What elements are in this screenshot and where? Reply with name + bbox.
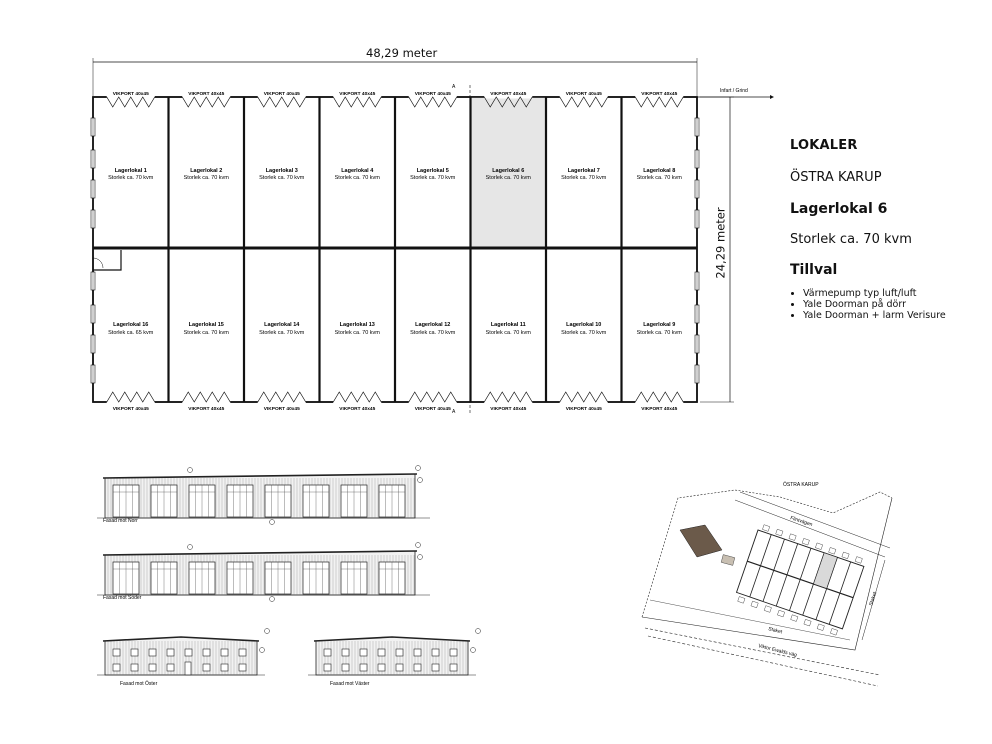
unit-name-bottom: Lagerlokal 9 <box>643 322 676 328</box>
option-item: • Yale Doorman + larm Verisure <box>803 310 946 321</box>
port-label-bottom: VIKPORT 40x45 <box>565 407 602 412</box>
options-title: Tillval <box>790 262 838 278</box>
info-size: Storlek ca. 70 kvm <box>790 232 912 247</box>
gate-label: Infart / Grind <box>720 88 748 94</box>
port-label-bottom: VIKPORT 40x45 <box>339 407 376 412</box>
unit-size-top: Storlek ca. 70 kvm <box>485 175 531 181</box>
unit-size-bottom: Storlek ca. 70 kvm <box>259 330 305 336</box>
port-label-top: VIKPORT 40x45 <box>112 92 149 97</box>
unit-name-top: Lagerlokal 7 <box>567 168 600 174</box>
info-title: LOKALER <box>790 138 858 153</box>
parking-spot <box>830 628 837 635</box>
unit-name-bottom: Lagerlokal 12 <box>415 322 451 328</box>
unit-name-top: Lagerlokal 8 <box>643 168 676 174</box>
facade-west-label: Fasad mot Väster <box>330 681 370 687</box>
section-label-bottom: A <box>452 409 456 415</box>
unit-name-bottom: Lagerlokal 11 <box>490 322 526 328</box>
parking-spot <box>802 538 809 545</box>
port-label-bottom: VIKPORT 40x45 <box>112 407 149 412</box>
port-label-top: VIKPORT 40x45 <box>641 92 678 97</box>
unit-size-top: Storlek ca. 70 kvm <box>636 175 682 181</box>
unit-size-top: Storlek ca. 70 kvm <box>108 175 154 181</box>
site-title: ÖSTRA KARUP <box>783 482 819 488</box>
unit-name-bottom: Lagerlokal 13 <box>339 322 375 328</box>
parking-spot <box>804 619 811 626</box>
unit-size-bottom: Storlek ca. 70 kvm <box>636 330 682 336</box>
option-item: • Värmepump typ luft/luft <box>803 288 946 299</box>
parking-spot <box>817 624 824 631</box>
parking-spot <box>789 534 796 541</box>
unit-size-top: Storlek ca. 70 kvm <box>561 175 607 181</box>
parking-spot <box>751 601 758 608</box>
unit-size-bottom: Storlek ca. 70 kvm <box>410 330 456 336</box>
unit-size-top: Storlek ca. 70 kvm <box>259 175 305 181</box>
unit-name-bottom: Lagerlokal 16 <box>113 322 149 328</box>
info-subtitle: ÖSTRA KARUP <box>790 170 882 185</box>
port-label-top: VIKPORT 40x45 <box>263 92 300 97</box>
parking-spot <box>762 525 769 532</box>
unit-name-top: Lagerlokal 1 <box>114 168 147 174</box>
parking-spot <box>842 552 849 559</box>
unit-name-top: Lagerlokal 6 <box>492 168 525 174</box>
unit-size-bottom: Storlek ca. 70 kvm <box>183 330 229 336</box>
facade-south-label: Fasad mot Söder <box>103 595 142 601</box>
port-label-bottom: VIKPORT 40x45 <box>188 407 225 412</box>
port-label-bottom: VIKPORT 40x45 <box>414 407 451 412</box>
unit-name-bottom: Lagerlokal 10 <box>566 322 602 328</box>
road-north-label: Flintvägen <box>789 515 814 529</box>
port-label-bottom: VIKPORT 40x45 <box>490 407 527 412</box>
facade-north-label: Fasad mot Norr <box>103 518 138 524</box>
parking-spot <box>815 543 822 550</box>
unit-name-top: Lagerlokal 3 <box>265 168 298 174</box>
unit-size-bottom: Storlek ca. 70 kvm <box>334 330 380 336</box>
unit-name-top: Lagerlokal 5 <box>416 168 449 174</box>
parking-spot <box>829 547 836 554</box>
port-label-top: VIKPORT 40x45 <box>490 92 527 97</box>
section-label-top: A <box>452 84 456 90</box>
unit-name-bottom: Lagerlokal 14 <box>264 322 300 328</box>
width-dimension: 48,29 meter <box>366 46 438 60</box>
port-label-bottom: VIKPORT 40x45 <box>263 407 300 412</box>
parking-spot <box>791 615 798 622</box>
unit-size-top: Storlek ca. 70 kvm <box>410 175 456 181</box>
port-label-top: VIKPORT 40x45 <box>339 92 376 97</box>
info-unit: Lagerlokal 6 <box>790 201 888 217</box>
fence-south-label: Staket <box>767 626 783 636</box>
parking-spot <box>777 610 784 617</box>
unit-name-bottom: Lagerlokal 15 <box>188 322 224 328</box>
parking-spot <box>764 606 771 613</box>
unit-size-top: Storlek ca. 70 kvm <box>183 175 229 181</box>
port-label-top: VIKPORT 40x45 <box>188 92 225 97</box>
unit-size-bottom: Storlek ca. 70 kvm <box>561 330 607 336</box>
existing-building <box>680 525 722 557</box>
option-item: • Yale Doorman på dörr <box>803 299 946 310</box>
parking-spot <box>776 529 783 536</box>
parking-spot <box>855 557 862 564</box>
road-south-label: Viktor Ewalds väg <box>757 643 798 659</box>
port-label-bottom: VIKPORT 40x45 <box>641 407 678 412</box>
parking-spot <box>738 597 745 604</box>
fence-east-label: Staket <box>868 591 879 607</box>
port-label-top: VIKPORT 40x45 <box>414 92 451 97</box>
port-label-top: VIKPORT 40x45 <box>565 92 602 97</box>
height-dimension: 24,29 meter <box>713 207 728 279</box>
unit-name-top: Lagerlokal 4 <box>341 168 374 174</box>
unit-size-bottom: Storlek ca. 65 kvm <box>108 330 154 336</box>
facade-east-label: Fasad mot Öster <box>120 681 158 687</box>
unit-size-top: Storlek ca. 70 kvm <box>334 175 380 181</box>
unit-size-bottom: Storlek ca. 70 kvm <box>485 330 531 336</box>
unit-name-top: Lagerlokal 2 <box>190 168 223 174</box>
